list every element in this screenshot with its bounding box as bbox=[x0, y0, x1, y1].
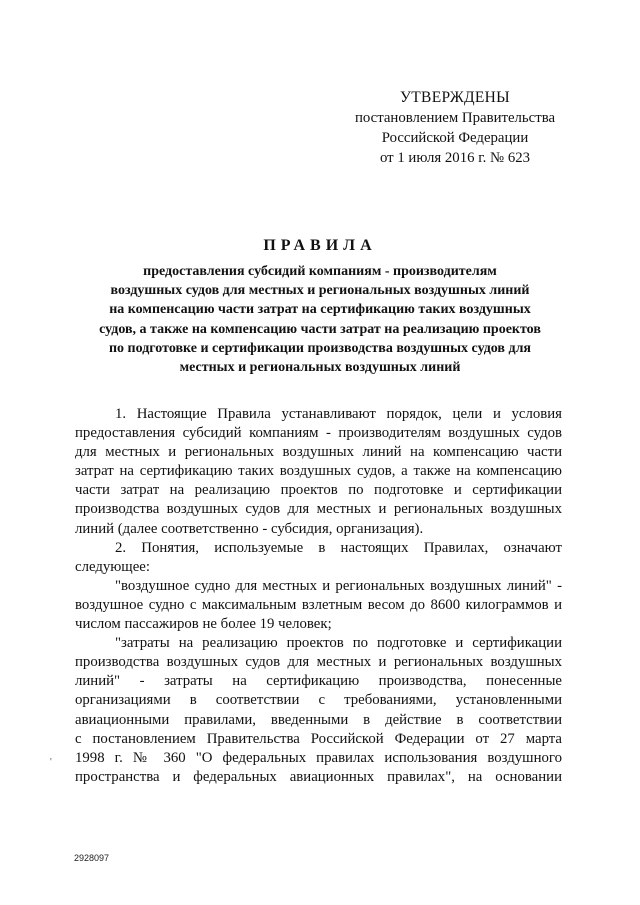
paragraph-line: "затраты на реализацию проектов по подготовке и сертификации bbox=[115, 635, 562, 652]
paragraph-line: следующее: bbox=[75, 558, 150, 575]
subtitle-line: по подготовке и сертификации производства воздушных судов для bbox=[108, 340, 532, 356]
paragraph-line: авиационными правилами, введенными в действие в соответствии bbox=[75, 711, 562, 728]
paragraph-line: линий (далее соответственно - субсидия, организация). bbox=[75, 520, 424, 537]
document-code: 2928097 bbox=[74, 853, 110, 863]
subtitle-line: на компенсацию части затрат на сертификацию таких воздушных bbox=[109, 302, 531, 318]
subtitle-line: судов, а также на компенсацию части затрат на реализацию проектов bbox=[99, 321, 541, 337]
paragraph-line: предоставления субсидий компаниям - производителям воздушных судов bbox=[75, 425, 562, 442]
paragraph-line: производства воздушных судов для местных и региональных воздушных bbox=[75, 501, 562, 518]
paragraph-line: 1998 г. № 360 "О федеральных правилах использования воздушного bbox=[75, 749, 562, 766]
paragraph-line: воздушное судно с максимальным взлетным весом до 8600 килограммов и bbox=[75, 596, 562, 613]
document-title: ПРАВИЛА bbox=[263, 237, 377, 254]
paragraph-line: с постановлением Правительства Российской Федерации от 27 марта bbox=[75, 730, 562, 747]
approval-title: УТВЕРЖДЕНЫ bbox=[400, 89, 510, 106]
subtitle-line: местных и региональных воздушных линий bbox=[179, 360, 461, 376]
paragraph-line: пространства и федеральных авиационных правилах", на основании bbox=[75, 768, 562, 785]
approval-line-2: Российской Федерации bbox=[381, 130, 529, 146]
paragraph-line: линий" - затраты на сертификацию производства, понесенные bbox=[75, 673, 562, 690]
subtitle-line: воздушных судов для местных и региональных воздушных линий bbox=[110, 283, 530, 299]
subtitle-line: предоставления субсидий компаниям - производителям bbox=[143, 264, 497, 279]
paragraph-line: производства воздушных судов для местных и региональных воздушных bbox=[75, 654, 562, 671]
paragraph-line: организациями в соответствии с требованиями, установленными bbox=[75, 692, 562, 709]
paragraph-line: 1. Настоящие Правила устанавливают порядок, цели и условия bbox=[115, 406, 562, 422]
paragraph-line: затрат на сертификацию таких воздушных судов, а также на компенсацию bbox=[75, 463, 562, 480]
paragraph-line: части затрат на реализацию проектов по подготовке и сертификации bbox=[75, 482, 562, 499]
body-text bbox=[75, 405, 562, 787]
paragraph-line: 2. Понятия, используемые в настоящих Правилах, означают bbox=[115, 539, 562, 556]
approval-stamp bbox=[340, 88, 570, 168]
margin-mark: ' bbox=[50, 757, 52, 768]
paragraph-line: числом пассажиров не более 19 человек; bbox=[75, 616, 332, 633]
paragraph-line: для местных и региональных воздушных линий на компенсацию части bbox=[75, 444, 562, 461]
approval-line-1: постановлением Правительства bbox=[354, 110, 556, 126]
approval-line-3: от 1 июля 2016 г. № 623 bbox=[379, 150, 531, 166]
paragraph-line: "воздушное судно для местных и региональных воздушных линий" - bbox=[115, 577, 562, 594]
document-subtitle bbox=[75, 262, 565, 377]
